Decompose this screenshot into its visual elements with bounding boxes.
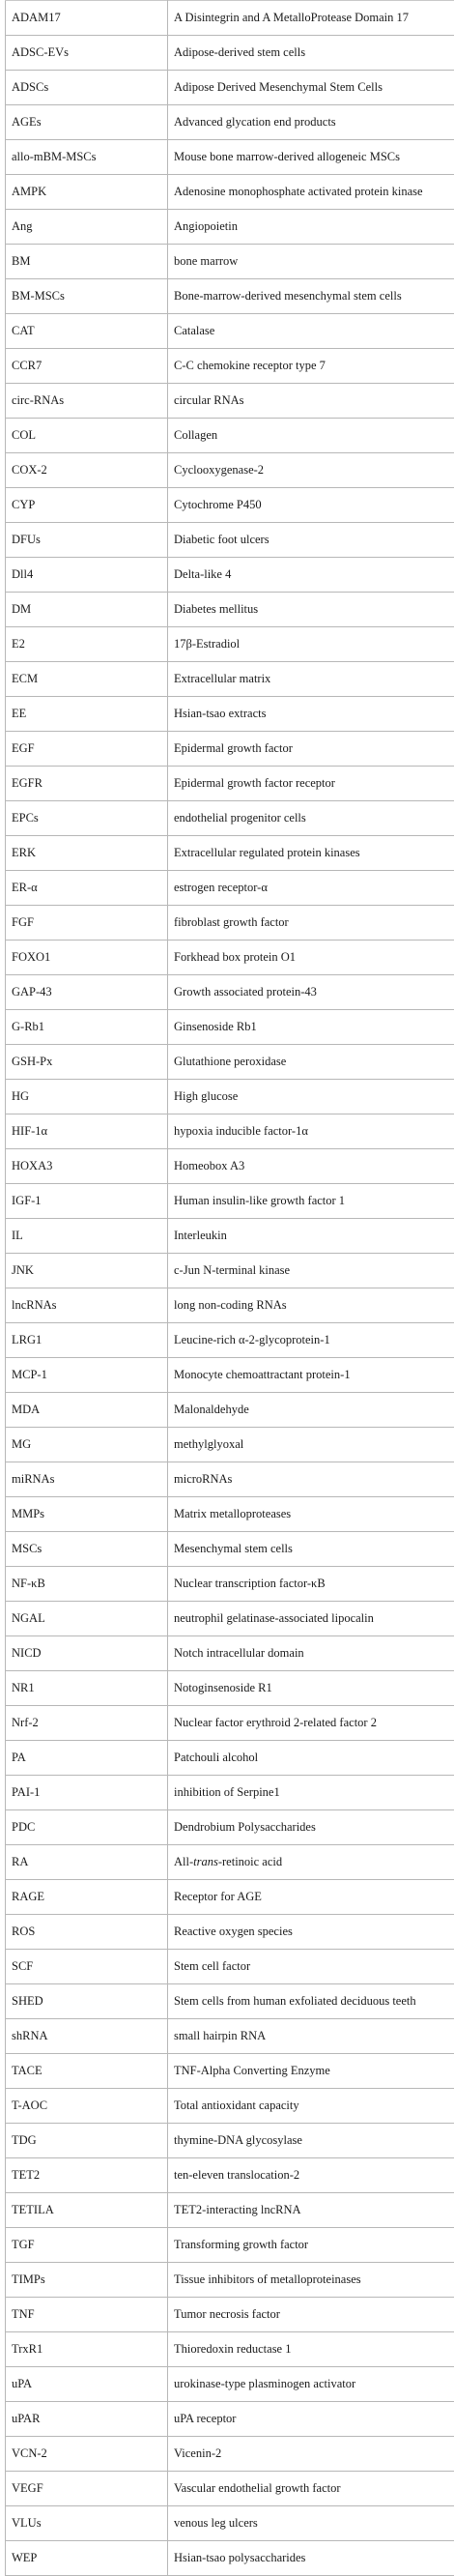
- table-row: [6, 2437, 454, 2472]
- abbreviation-definition: Delta-like 4: [168, 558, 454, 593]
- abbreviation-definition: Diabetes mellitus: [168, 593, 454, 627]
- abbreviation-term: HOXA3: [6, 1149, 168, 1184]
- abbreviation-term: NGAL: [6, 1602, 168, 1636]
- table-row: [6, 1428, 454, 1462]
- abbreviation-term: Ang: [6, 210, 168, 245]
- table-row: [6, 1984, 454, 2019]
- table-row: [6, 732, 454, 767]
- table-row: [6, 140, 454, 175]
- abbreviation-definition: Interleukin: [168, 1219, 454, 1254]
- abbreviation-term: CYP: [6, 488, 168, 523]
- table-row: [6, 1497, 454, 1532]
- abbreviation-definition: long non-coding RNAs: [168, 1288, 454, 1323]
- abbreviation-term: ER-α: [6, 871, 168, 906]
- table-row: [6, 2124, 454, 2158]
- table-row: [6, 1462, 454, 1497]
- abbreviation-term: BM: [6, 245, 168, 279]
- abbreviation-term: ECM: [6, 662, 168, 697]
- abbreviation-term: allo-mBM-MSCs: [6, 140, 168, 175]
- abbreviation-term: HG: [6, 1080, 168, 1114]
- definition-text: All-: [174, 1855, 193, 1868]
- table-row: [6, 2054, 454, 2089]
- abbreviation-term: MCP-1: [6, 1358, 168, 1393]
- abbreviation-term: TETILA: [6, 2193, 168, 2228]
- abbreviation-term: TrxR1: [6, 2332, 168, 2367]
- abbreviation-term: NICD: [6, 1636, 168, 1671]
- abbreviation-definition: Catalase: [168, 314, 454, 349]
- abbreviation-definition: Cytochrome P450: [168, 488, 454, 523]
- abbreviation-definition: Ginsenoside Rb1: [168, 1010, 454, 1045]
- abbreviation-definition: Stem cell factor: [168, 1950, 454, 1984]
- abbreviation-definition: Nuclear transcription factor-κB: [168, 1567, 454, 1602]
- abbreviation-term: MDA: [6, 1393, 168, 1428]
- abbreviation-term: DM: [6, 593, 168, 627]
- table-row: [6, 1045, 454, 1080]
- table-row: [6, 2089, 454, 2124]
- abbreviation-term: MG: [6, 1428, 168, 1462]
- table-row: [6, 279, 454, 314]
- abbreviation-definition: TNF-Alpha Converting Enzyme: [168, 2054, 454, 2089]
- abbreviation-term: ROS: [6, 1915, 168, 1950]
- abbreviation-definition: inhibition of Serpine1: [168, 1776, 454, 1810]
- abbreviation-term: BM-MSCs: [6, 279, 168, 314]
- abbreviation-definition: Glutathione peroxidase: [168, 1045, 454, 1080]
- table-row: [6, 1114, 454, 1149]
- abbreviation-definition: Matrix metalloproteases: [168, 1497, 454, 1532]
- table-row: [6, 2193, 454, 2228]
- abbreviation-definition: Tumor necrosis factor: [168, 2298, 454, 2332]
- table-row: [6, 1184, 454, 1219]
- abbreviation-definition: venous leg ulcers: [168, 2506, 454, 2541]
- table-row: [6, 175, 454, 210]
- abbreviation-term: PA: [6, 1741, 168, 1776]
- abbreviation-definition: small hairpin RNA: [168, 2019, 454, 2054]
- abbreviation-term: CAT: [6, 314, 168, 349]
- abbreviation-definition: Extracellular regulated protein kinases: [168, 836, 454, 871]
- table-row: [6, 2263, 454, 2298]
- abbreviation-definition: Tissue inhibitors of metalloproteinases: [168, 2263, 454, 2298]
- table-row: [6, 36, 454, 71]
- abbreviation-definition: neutrophil gelatinase-associated lipocalin: [168, 1602, 454, 1636]
- abbreviation-definition: Collagen: [168, 419, 454, 453]
- abbreviation-term: PDC: [6, 1810, 168, 1845]
- abbreviation-term: LRG1: [6, 1323, 168, 1358]
- abbreviation-definition: Growth associated protein-43: [168, 975, 454, 1010]
- abbreviation-definition: Transforming growth factor: [168, 2228, 454, 2263]
- abbreviation-term: WEP: [6, 2541, 168, 2576]
- abbreviation-definition: Human insulin-like growth factor 1: [168, 1184, 454, 1219]
- abbreviation-term: EGF: [6, 732, 168, 767]
- abbreviation-definition: High glucose: [168, 1080, 454, 1114]
- table-row: [6, 2506, 454, 2541]
- abbreviation-term: uPAR: [6, 2402, 168, 2437]
- table-row: [6, 1706, 454, 1741]
- abbreviation-definition: methylglyoxal: [168, 1428, 454, 1462]
- abbreviation-definition: Notoginsenoside R1: [168, 1671, 454, 1706]
- abbreviation-definition: Bone-marrow-derived mesenchymal stem cells: [168, 279, 454, 314]
- definition-text: -retinoic acid: [218, 1855, 282, 1868]
- abbreviation-definition: Stem cells from human exfoliated deciduous teeth: [168, 1984, 454, 2019]
- abbreviation-term: NF-κB: [6, 1567, 168, 1602]
- table-row: [6, 2472, 454, 2506]
- table-row: [6, 1776, 454, 1810]
- abbreviation-term: COL: [6, 419, 168, 453]
- abbreviation-term: lncRNAs: [6, 1288, 168, 1323]
- table-row: [6, 1950, 454, 1984]
- abbreviation-definition: Dendrobium Polysaccharides: [168, 1810, 454, 1845]
- abbreviation-definition: Leucine-rich α-2-glycoprotein-1: [168, 1323, 454, 1358]
- abbreviation-definition: uPA receptor: [168, 2402, 454, 2437]
- table-row: [6, 71, 454, 105]
- table-row: [6, 1288, 454, 1323]
- table-row: [6, 801, 454, 836]
- abbreviation-definition: Monocyte chemoattractant protein-1: [168, 1358, 454, 1393]
- abbreviation-definition: Mesenchymal stem cells: [168, 1532, 454, 1567]
- abbreviation-term: MSCs: [6, 1532, 168, 1567]
- table-row: [6, 349, 454, 384]
- abbreviation-definition: Reactive oxygen species: [168, 1915, 454, 1950]
- table-row: [6, 1010, 454, 1045]
- abbreviation-definition: Thioredoxin reductase 1: [168, 2332, 454, 2367]
- abbreviation-definition: A Disintegrin and A MetalloProtease Domain 17: [168, 1, 454, 36]
- abbreviation-term: T-AOC: [6, 2089, 168, 2124]
- abbreviation-definition: Hsian-tsao extracts: [168, 697, 454, 732]
- abbreviation-term: AMPK: [6, 175, 168, 210]
- abbreviation-definition: Forkhead box protein O1: [168, 941, 454, 975]
- table-row: [6, 558, 454, 593]
- abbreviation-term: GAP-43: [6, 975, 168, 1010]
- abbreviation-term: VCN-2: [6, 2437, 168, 2472]
- abbreviation-definition: hypoxia inducible factor-1α: [168, 1114, 454, 1149]
- abbreviation-definition: Homeobox A3: [168, 1149, 454, 1184]
- abbreviation-term: COX-2: [6, 453, 168, 488]
- table-row: [6, 1393, 454, 1428]
- abbreviation-term: ERK: [6, 836, 168, 871]
- table-row: [6, 2332, 454, 2367]
- abbreviation-definition: Epidermal growth factor: [168, 732, 454, 767]
- abbreviation-definition: Patchouli alcohol: [168, 1741, 454, 1776]
- table-row: [6, 941, 454, 975]
- abbreviation-term: NR1: [6, 1671, 168, 1706]
- abbreviation-definition: Total antioxidant capacity: [168, 2089, 454, 2124]
- table-row: [6, 836, 454, 871]
- abbreviation-definition: Vascular endothelial growth factor: [168, 2472, 454, 2506]
- table-row: [6, 1254, 454, 1288]
- table-row: [6, 767, 454, 801]
- table-row: [6, 1741, 454, 1776]
- abbreviation-term: IGF-1: [6, 1184, 168, 1219]
- abbreviation-term: CCR7: [6, 349, 168, 384]
- abbreviation-definition: ten-eleven translocation-2: [168, 2158, 454, 2193]
- abbreviation-definition: c-Jun N-terminal kinase: [168, 1254, 454, 1288]
- table-row: [6, 210, 454, 245]
- abbreviation-term: E2: [6, 627, 168, 662]
- table-row: [6, 1532, 454, 1567]
- table-row: [6, 1636, 454, 1671]
- abbreviation-table-body: [6, 1, 454, 2576]
- abbreviation-definition: Nuclear factor erythroid 2-related factor 2: [168, 1706, 454, 1741]
- abbreviation-term: AGEs: [6, 105, 168, 140]
- abbreviation-definition: Epidermal growth factor receptor: [168, 767, 454, 801]
- abbreviation-term: JNK: [6, 1254, 168, 1288]
- abbreviation-term: EE: [6, 697, 168, 732]
- abbreviation-term: TET2: [6, 2158, 168, 2193]
- table-row: [6, 2298, 454, 2332]
- abbreviation-definition: Notch intracellular domain: [168, 1636, 454, 1671]
- table-row: [6, 1567, 454, 1602]
- table-row: [6, 1323, 454, 1358]
- abbreviation-term: ADSCs: [6, 71, 168, 105]
- table-row: [6, 975, 454, 1010]
- table-row: [6, 1845, 454, 1880]
- abbreviation-term: IL: [6, 1219, 168, 1254]
- abbreviation-definition: Cyclooxygenase-2: [168, 453, 454, 488]
- abbreviation-definition: Hsian-tsao polysaccharides: [168, 2541, 454, 2576]
- abbreviation-term: EGFR: [6, 767, 168, 801]
- abbreviation-definition: endothelial progenitor cells: [168, 801, 454, 836]
- table-row: [6, 871, 454, 906]
- abbreviation-definition: Adipose-derived stem cells: [168, 36, 454, 71]
- abbreviation-term: FGF: [6, 906, 168, 941]
- table-row: [6, 1149, 454, 1184]
- table-row: [6, 662, 454, 697]
- abbreviation-definition: 17β-Estradiol: [168, 627, 454, 662]
- table-row: [6, 105, 454, 140]
- table-row: [6, 2158, 454, 2193]
- table-row: [6, 523, 454, 558]
- abbreviation-term: RA: [6, 1845, 168, 1880]
- abbreviation-term: uPA: [6, 2367, 168, 2402]
- table-row: [6, 1810, 454, 1845]
- definition-italic-text: trans: [193, 1855, 218, 1868]
- table-row: [6, 314, 454, 349]
- table-row: [6, 453, 454, 488]
- abbreviation-term: SHED: [6, 1984, 168, 2019]
- table-row: [6, 2402, 454, 2437]
- abbreviation-definition: urokinase-type plasminogen activator: [168, 2367, 454, 2402]
- abbreviation-term: GSH-Px: [6, 1045, 168, 1080]
- table-row: [6, 1602, 454, 1636]
- abbreviation-definition: Adenosine monophosphate activated protein kinase: [168, 175, 454, 210]
- table-row: [6, 1, 454, 36]
- abbreviation-term: EPCs: [6, 801, 168, 836]
- abbreviation-definition: thymine-DNA glycosylase: [168, 2124, 454, 2158]
- table-row: [6, 2228, 454, 2263]
- abbreviation-definition: TET2-interacting lncRNA: [168, 2193, 454, 2228]
- table-row: [6, 384, 454, 419]
- abbreviation-table: [5, 0, 454, 2576]
- abbreviation-definition: estrogen receptor-α: [168, 871, 454, 906]
- abbreviation-term: TGF: [6, 2228, 168, 2263]
- abbreviation-definition: Advanced glycation end products: [168, 105, 454, 140]
- table-row: [6, 1358, 454, 1393]
- abbreviation-term: VLUs: [6, 2506, 168, 2541]
- table-row: [6, 593, 454, 627]
- abbreviation-term: shRNA: [6, 2019, 168, 2054]
- table-row: [6, 627, 454, 662]
- table-row: [6, 697, 454, 732]
- abbreviation-term: TACE: [6, 2054, 168, 2089]
- abbreviation-term: TDG: [6, 2124, 168, 2158]
- table-row: [6, 2019, 454, 2054]
- table-row: [6, 1880, 454, 1915]
- abbreviation-term: ADAM17: [6, 1, 168, 36]
- abbreviation-term: Nrf-2: [6, 1706, 168, 1741]
- abbreviation-term: TIMPs: [6, 2263, 168, 2298]
- abbreviation-term: MMPs: [6, 1497, 168, 1532]
- table-row: [6, 2367, 454, 2402]
- table-row: [6, 1915, 454, 1950]
- abbreviation-term: DFUs: [6, 523, 168, 558]
- abbreviation-term: miRNAs: [6, 1462, 168, 1497]
- table-row: [6, 1671, 454, 1706]
- abbreviation-definition: circular RNAs: [168, 384, 454, 419]
- table-row: [6, 488, 454, 523]
- abbreviation-term: FOXO1: [6, 941, 168, 975]
- abbreviation-definition: bone marrow: [168, 245, 454, 279]
- abbreviation-definition: Adipose Derived Mesenchymal Stem Cells: [168, 71, 454, 105]
- abbreviation-term: ADSC-EVs: [6, 36, 168, 71]
- abbreviation-definition: fibroblast growth factor: [168, 906, 454, 941]
- abbreviation-term: VEGF: [6, 2472, 168, 2506]
- table-row: [6, 2541, 454, 2576]
- abbreviation-term: G-Rb1: [6, 1010, 168, 1045]
- abbreviation-definition: Extracellular matrix: [168, 662, 454, 697]
- table-row: [6, 1219, 454, 1254]
- abbreviation-definition: Angiopoietin: [168, 210, 454, 245]
- abbreviation-definition: Diabetic foot ulcers: [168, 523, 454, 558]
- abbreviation-definition: microRNAs: [168, 1462, 454, 1497]
- abbreviation-term: PAI-1: [6, 1776, 168, 1810]
- abbreviation-term: HIF-1α: [6, 1114, 168, 1149]
- abbreviation-definition: Malonaldehyde: [168, 1393, 454, 1428]
- table-row: [6, 1080, 454, 1114]
- abbreviation-definition: Mouse bone marrow-derived allogeneic MSCs: [168, 140, 454, 175]
- table-row: [6, 419, 454, 453]
- abbreviation-definition: Receptor for AGE: [168, 1880, 454, 1915]
- table-row: [6, 245, 454, 279]
- abbreviation-term: TNF: [6, 2298, 168, 2332]
- abbreviation-definition: C-C chemokine receptor type 7: [168, 349, 454, 384]
- abbreviation-term: circ-RNAs: [6, 384, 168, 419]
- abbreviation-term: Dll4: [6, 558, 168, 593]
- abbreviation-definition: Vicenin-2: [168, 2437, 454, 2472]
- abbreviation-definition: [168, 1845, 454, 1880]
- abbreviation-term: RAGE: [6, 1880, 168, 1915]
- abbreviation-term: SCF: [6, 1950, 168, 1984]
- table-row: [6, 906, 454, 941]
